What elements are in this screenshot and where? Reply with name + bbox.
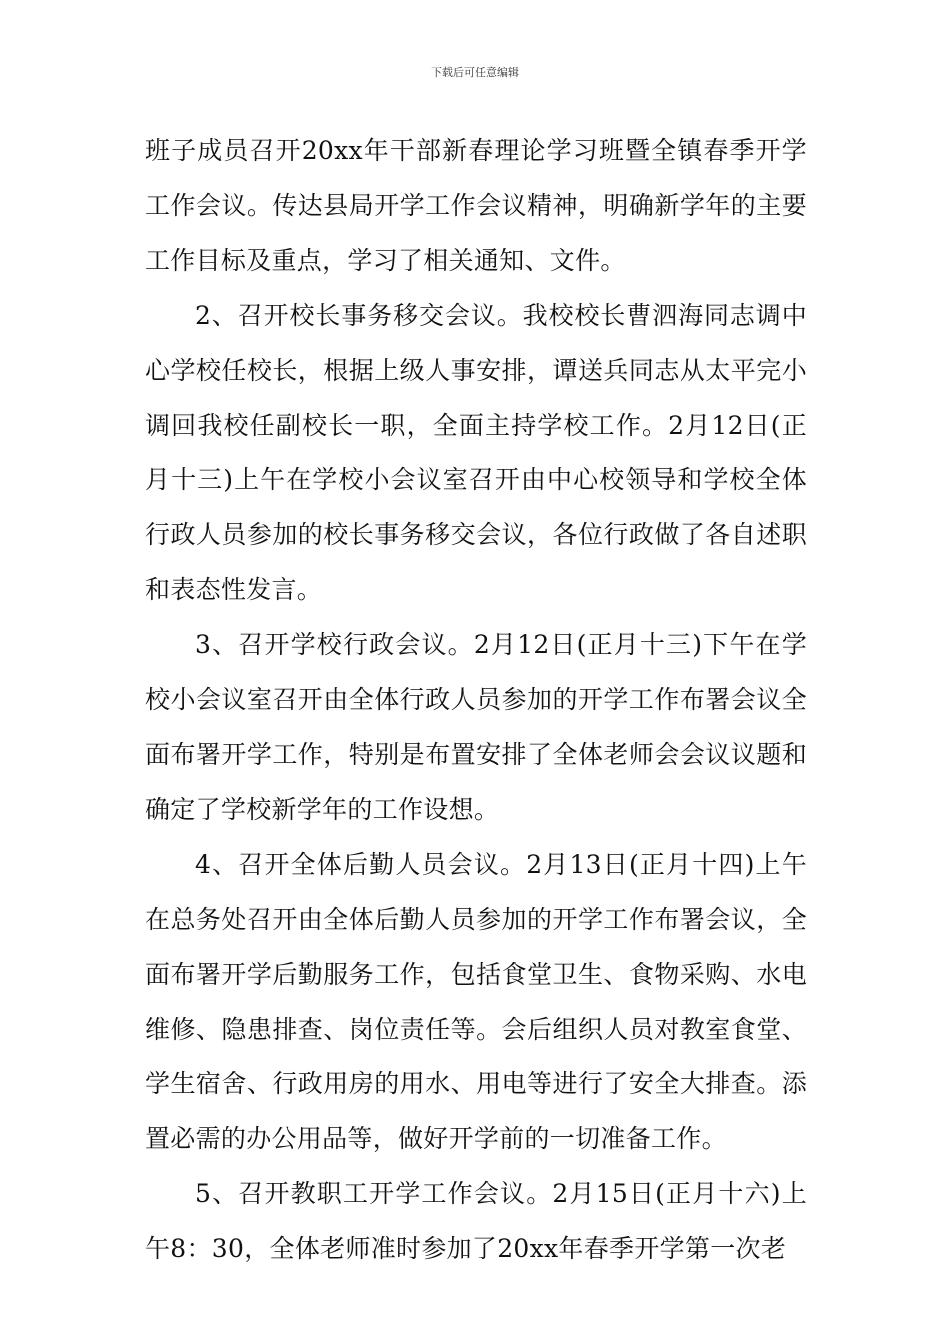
- paragraph-item-5: 5、召开教职工开学工作会议。2月15日(正月十六)上午8：30，全体老师准时参加了20xx年春季开学第一次老: [145, 1179, 807, 1264]
- document-body: [145, 124, 807, 1277]
- paragraph-continuation: 班子成员召开20xx年干部新春理论学习班暨全镇春季开学工作会议。传达县局开学工作会议精神，明确新学年的主要工作目标及重点，学习了相关通知、文件。: [145, 136, 807, 275]
- paragraph-item-4: 4、召开全体后勤人员会议。2月13日(正月十四)上午在总务处召开由全体后勤人员参加的开学工作布署会议，全面布署开学后勤服务工作，包括食堂卫生、食物采购、水电维修、隐患排查、岗位责任等。会后组织人员对教室食堂、学生宿舍、行政用房的用水、用电等进行了安全大排查。添置必需的办公用品等，做好开学前的一切准备工作。: [145, 849, 807, 1154]
- paragraph-item-3: 3、召开学校行政会议。2月12日(正月十三)下午在学校小会议室召开由全体行政人员参加的开学工作布署会议全面布署开学工作，特别是布置安排了全体老师会会议议题和确定了学校新学年的工作设想。: [145, 630, 807, 824]
- page-header: 下载后可任意编辑: [431, 66, 519, 79]
- paragraph-item-2: 2、召开校长事务移交会议。我校校长曹泗海同志调中心学校任校长，根据上级人事安排，谭送兵同志从太平完小调回我校任副校长一职，全面主持学校工作。2月12日(正月十三)上午在学校小会议室召开由中心校领导和学校全体行政人员参加的校长事务移交会议，各位行政做了各自述职和表态性发言。: [145, 300, 807, 605]
